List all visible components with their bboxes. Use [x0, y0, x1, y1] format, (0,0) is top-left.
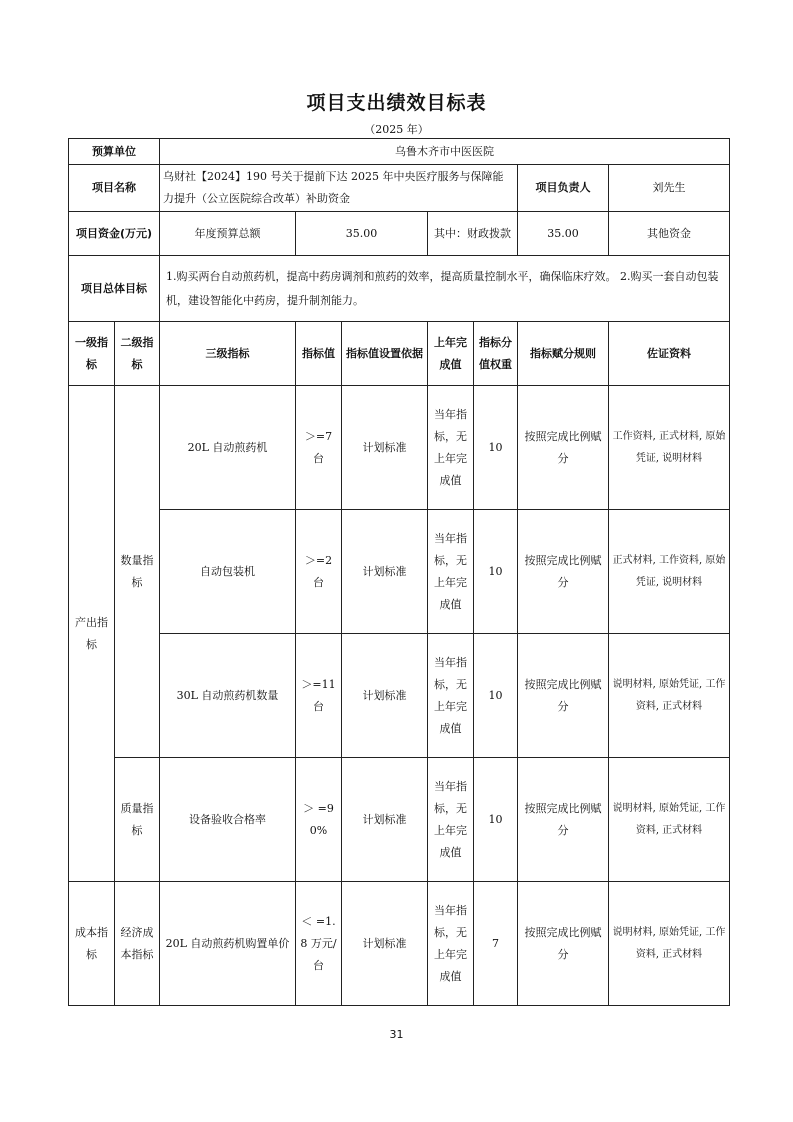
page-number: 31	[389, 1028, 404, 1041]
funds-row	[69, 212, 730, 256]
indicator-weight: 10	[474, 510, 518, 634]
level2-economic-cost: 经济成本指标	[115, 882, 160, 1006]
indicator-name: 20L 自动煎药机	[160, 386, 296, 510]
overall-goal-value: 1.购买两台自动煎药机，提高中药房调剂和煎药的效率，提高质量控制水平，确保临床疗效。 2.购买一套自动包装机，建设智能化中药房，提升制剂能力。	[160, 256, 730, 322]
indicator-evidence: 正式材料, 工作资料, 原始凭证, 说明材料	[609, 510, 730, 634]
indicator-value: ＜ =1.8 万元/台	[296, 882, 342, 1006]
indicator-last-year: 当年指标，无上年完成值	[428, 386, 474, 510]
performance-table	[68, 138, 730, 1006]
indicator-basis: 计划标准	[342, 882, 428, 1006]
indicator-last-year: 当年指标，无上年完成值	[428, 510, 474, 634]
indicator-name: 自动包装机	[160, 510, 296, 634]
indicator-basis: 计划标准	[342, 758, 428, 882]
indicator-basis: 计划标准	[342, 634, 428, 758]
indicator-weight: 10	[474, 386, 518, 510]
header-weight: 指标分值权重	[474, 322, 518, 386]
leader-value: 刘先生	[609, 165, 730, 212]
indicator-last-year: 当年指标，无上年完成值	[428, 882, 474, 1006]
header-level2: 二级指标	[115, 322, 160, 386]
indicator-value: ＞=2 台	[296, 510, 342, 634]
indicator-rule: 按照完成比例赋分	[518, 634, 609, 758]
header-basis: 指标值设置依据	[342, 322, 428, 386]
indicator-evidence: 工作资料, 正式材料, 原始凭证, 说明材料	[609, 386, 730, 510]
header-rule: 指标赋分规则	[518, 322, 609, 386]
indicator-weight: 7	[474, 882, 518, 1006]
annual-budget-label: 年度预算总额	[160, 212, 296, 256]
indicator-last-year: 当年指标，无上年完成值	[428, 758, 474, 882]
indicator-value: ＞=7 台	[296, 386, 342, 510]
header-value: 指标值	[296, 322, 342, 386]
indicator-weight: 10	[474, 634, 518, 758]
header-last-year: 上年完成值	[428, 322, 474, 386]
indicator-weight: 10	[474, 758, 518, 882]
level2-quantity: 数量指标	[115, 386, 160, 758]
unit-row	[69, 139, 730, 165]
other-funds-label: 其他资金	[609, 212, 730, 256]
indicator-basis: 计划标准	[342, 386, 428, 510]
header-evidence: 佐证资料	[609, 322, 730, 386]
header-level1: 一级指标	[69, 322, 115, 386]
level2-quality: 质量指标	[115, 758, 160, 882]
fiscal-label: 其中：财政拨款	[428, 212, 518, 256]
indicator-rule: 按照完成比例赋分	[518, 882, 609, 1006]
unit-value: 乌鲁木齐市中医医院	[160, 139, 730, 165]
indicator-last-year: 当年指标，无上年完成值	[428, 634, 474, 758]
year-label: （2025 年）	[364, 123, 429, 136]
indicator-rule: 按照完成比例赋分	[518, 510, 609, 634]
indicator-name: 设备验收合格率	[160, 758, 296, 882]
leader-label: 项目负责人	[518, 165, 609, 212]
table-row	[69, 510, 730, 634]
indicator-evidence: 说明材料, 原始凭证, 工作资料, 正式材料	[609, 634, 730, 758]
fiscal-value: 35.00	[518, 212, 609, 256]
indicator-name: 20L 自动煎药机购置单价	[160, 882, 296, 1006]
level1-output: 产出指标	[69, 386, 115, 882]
indicator-evidence: 说明材料, 原始凭证, 工作资料, 正式材料	[609, 758, 730, 882]
header-level3: 三级指标	[160, 322, 296, 386]
table-row	[69, 634, 730, 758]
funds-label: 项目资金(万元)	[69, 212, 160, 256]
table-row	[69, 882, 730, 1006]
indicator-rule: 按照完成比例赋分	[518, 758, 609, 882]
table-row	[69, 386, 730, 510]
project-name-label: 项目名称	[69, 165, 160, 212]
project-name-row	[69, 165, 730, 212]
level1-cost: 成本指标	[69, 882, 115, 1006]
project-name-value: 乌财社【2024】190 号关于提前下达 2025 年中央医疗服务与保障能力提升（公立医院综合改革）补助资金	[160, 165, 518, 212]
overall-goal-label: 项目总体目标	[69, 256, 160, 322]
indicator-rule: 按照完成比例赋分	[518, 386, 609, 510]
annual-budget-value: 35.00	[296, 212, 428, 256]
indicator-evidence: 说明材料, 原始凭证, 工作资料, 正式材料	[609, 882, 730, 1006]
indicator-basis: 计划标准	[342, 510, 428, 634]
table-row	[69, 758, 730, 882]
goal-row	[69, 256, 730, 322]
unit-label: 预算单位	[69, 139, 160, 165]
header-row	[69, 322, 730, 386]
indicator-name: 30L 自动煎药机数量	[160, 634, 296, 758]
page-title: 项目支出绩效目标表	[306, 92, 487, 114]
indicator-value: ＞=11 台	[296, 634, 342, 758]
indicator-value: ＞ =90%	[296, 758, 342, 882]
